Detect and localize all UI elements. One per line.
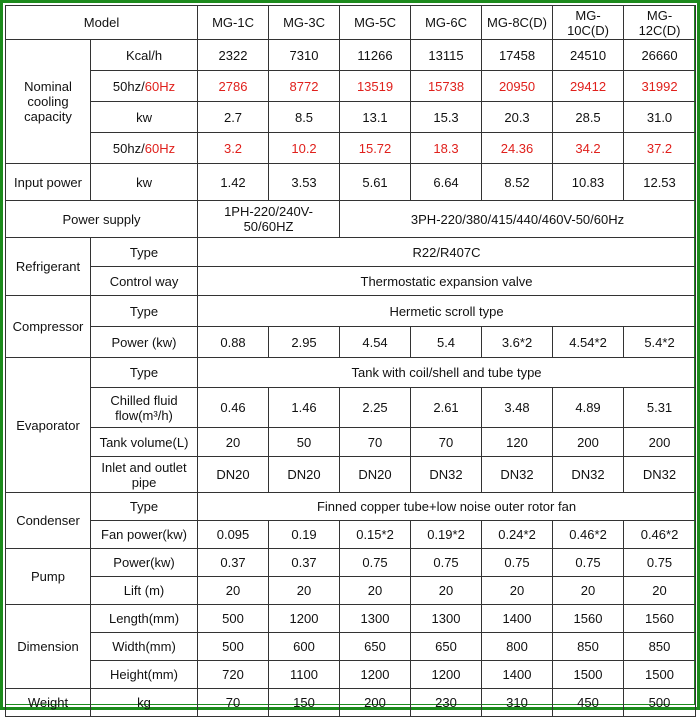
value-cell: 650 bbox=[411, 633, 482, 661]
value-cell: 20 bbox=[553, 577, 624, 605]
value-cell: 34.2 bbox=[553, 133, 624, 164]
value-cell: 1300 bbox=[411, 605, 482, 633]
value-cell: 5.4*2 bbox=[624, 327, 696, 358]
height-label: Height(mm) bbox=[91, 661, 198, 689]
tank-volume-label: Tank volume(L) bbox=[91, 428, 198, 457]
value-cell: 1500 bbox=[624, 661, 696, 689]
value-cell: 20 bbox=[624, 577, 696, 605]
value-cell: 0.75 bbox=[553, 549, 624, 577]
value-cell: 4.54*2 bbox=[553, 327, 624, 358]
value-cell: 15.3 bbox=[411, 102, 482, 133]
value-cell: 4.89 bbox=[553, 388, 624, 428]
value-cell: 13519 bbox=[340, 71, 411, 102]
value-cell: 0.46*2 bbox=[553, 521, 624, 549]
table-row bbox=[6, 457, 696, 493]
control-way-value: Thermostatic expansion valve bbox=[198, 267, 696, 296]
value-cell: DN32 bbox=[482, 457, 553, 493]
chilled-flow-label: Chilled fluid flow(m³/h) bbox=[91, 388, 198, 428]
value-cell: 0.46*2 bbox=[624, 521, 696, 549]
value-cell: 28.5 bbox=[553, 102, 624, 133]
value-cell: 0.37 bbox=[198, 549, 269, 577]
type-label: Type bbox=[91, 493, 198, 521]
table-row bbox=[6, 238, 696, 267]
value-cell: 200 bbox=[340, 689, 411, 717]
value-cell: 230 bbox=[411, 689, 482, 717]
table-row bbox=[6, 296, 696, 327]
model-name: MG-12C(D) bbox=[624, 6, 696, 40]
weight-label: Weight bbox=[6, 689, 91, 717]
condenser-type-value: Finned copper tube+low noise outer rotor fan bbox=[198, 493, 696, 521]
table-row bbox=[6, 358, 696, 388]
value-cell: 0.75 bbox=[482, 549, 553, 577]
value-cell: 20950 bbox=[482, 71, 553, 102]
table-row bbox=[6, 267, 696, 296]
value-cell: 0.37 bbox=[269, 549, 340, 577]
value-cell: 15.72 bbox=[340, 133, 411, 164]
value-cell: 31992 bbox=[624, 71, 696, 102]
table-row bbox=[6, 661, 696, 689]
value-cell: 310 bbox=[482, 689, 553, 717]
value-cell: 2322 bbox=[198, 40, 269, 71]
value-cell: 2.95 bbox=[269, 327, 340, 358]
model-name: MG-8C(D) bbox=[482, 6, 553, 40]
value-cell: 20 bbox=[340, 577, 411, 605]
value-cell: 20 bbox=[411, 577, 482, 605]
value-cell: 500 bbox=[198, 605, 269, 633]
value-cell: 5.61 bbox=[340, 164, 411, 201]
type-label: Type bbox=[91, 358, 198, 388]
value-cell: 2.61 bbox=[411, 388, 482, 428]
value-cell: 18.3 bbox=[411, 133, 482, 164]
spec-table bbox=[5, 5, 696, 717]
value-cell: 500 bbox=[198, 633, 269, 661]
value-cell: 10.83 bbox=[553, 164, 624, 201]
input-power-label: Input power bbox=[6, 164, 91, 201]
value-cell: 20 bbox=[198, 428, 269, 457]
refrigerant-type-value: R22/R407C bbox=[198, 238, 696, 267]
condenser-label: Condenser bbox=[6, 493, 91, 549]
value-cell: 2.25 bbox=[340, 388, 411, 428]
model-name: MG-1C bbox=[198, 6, 269, 40]
value-cell: 3.53 bbox=[269, 164, 340, 201]
refrigerant-label: Refrigerant bbox=[6, 238, 91, 296]
value-cell: 0.75 bbox=[340, 549, 411, 577]
value-cell: 17458 bbox=[482, 40, 553, 71]
value-cell: 2.7 bbox=[198, 102, 269, 133]
power-supply-label: Power supply bbox=[6, 201, 198, 238]
value-cell: 1.42 bbox=[198, 164, 269, 201]
value-cell: 850 bbox=[553, 633, 624, 661]
value-cell: 150 bbox=[269, 689, 340, 717]
value-cell: 200 bbox=[624, 428, 696, 457]
value-cell: 20 bbox=[269, 577, 340, 605]
length-label: Length(mm) bbox=[91, 605, 198, 633]
fan-power-label: Fan power(kw) bbox=[91, 521, 198, 549]
value-cell: 20 bbox=[198, 577, 269, 605]
value-cell: 24510 bbox=[553, 40, 624, 71]
value-cell: 11266 bbox=[340, 40, 411, 71]
value-cell: 31.0 bbox=[624, 102, 696, 133]
value-cell: 50 bbox=[269, 428, 340, 457]
value-cell: 0.095 bbox=[198, 521, 269, 549]
table-row bbox=[6, 633, 696, 661]
value-cell: 850 bbox=[624, 633, 696, 661]
table-row bbox=[6, 521, 696, 549]
value-cell: 1400 bbox=[482, 661, 553, 689]
value-cell: 6.64 bbox=[411, 164, 482, 201]
compressor-type-value: Hermetic scroll type bbox=[198, 296, 696, 327]
value-cell: 0.19*2 bbox=[411, 521, 482, 549]
value-cell: 1100 bbox=[269, 661, 340, 689]
value-cell: 8772 bbox=[269, 71, 340, 102]
compressor-label: Compressor bbox=[6, 296, 91, 358]
value-cell: 10.2 bbox=[269, 133, 340, 164]
value-cell: 2786 bbox=[198, 71, 269, 102]
table-row bbox=[6, 71, 696, 102]
value-cell: 5.4 bbox=[411, 327, 482, 358]
value-cell: 8.52 bbox=[482, 164, 553, 201]
pipe-label: Inlet and outlet pipe bbox=[91, 457, 198, 493]
value-cell: 1200 bbox=[269, 605, 340, 633]
pump-power-label: Power(kw) bbox=[91, 549, 198, 577]
model-label: Model bbox=[6, 6, 198, 40]
evaporator-type-value: Tank with coil/shell and tube type bbox=[198, 358, 696, 388]
value-cell: 200 bbox=[553, 428, 624, 457]
value-cell: 120 bbox=[482, 428, 553, 457]
value-cell: 70 bbox=[340, 428, 411, 457]
dimension-label: Dimension bbox=[6, 605, 91, 689]
model-name: MG-5C bbox=[340, 6, 411, 40]
single-phase-value: 1PH-220/240V-50/60HZ bbox=[198, 201, 340, 238]
table-row bbox=[6, 40, 696, 71]
value-cell: 800 bbox=[482, 633, 553, 661]
unit-cell: kw bbox=[91, 102, 198, 133]
value-cell: DN20 bbox=[340, 457, 411, 493]
value-cell: 1400 bbox=[482, 605, 553, 633]
value-cell: 0.75 bbox=[411, 549, 482, 577]
value-cell: 15738 bbox=[411, 71, 482, 102]
value-cell: 450 bbox=[553, 689, 624, 717]
value-cell: 20.3 bbox=[482, 102, 553, 133]
table-row bbox=[6, 577, 696, 605]
pump-label: Pump bbox=[6, 549, 91, 605]
unit-cell: kw bbox=[91, 164, 198, 201]
table-row bbox=[6, 133, 696, 164]
power-label: Power (kw) bbox=[91, 327, 198, 358]
value-cell: 70 bbox=[411, 428, 482, 457]
width-label: Width(mm) bbox=[91, 633, 198, 661]
value-cell: 3.2 bbox=[198, 133, 269, 164]
value-cell: 0.15*2 bbox=[340, 521, 411, 549]
value-cell: 0.19 bbox=[269, 521, 340, 549]
value-cell: 720 bbox=[198, 661, 269, 689]
value-cell: 13115 bbox=[411, 40, 482, 71]
table-row bbox=[6, 388, 696, 428]
value-cell: 1560 bbox=[624, 605, 696, 633]
value-cell: 1560 bbox=[553, 605, 624, 633]
table-row bbox=[6, 327, 696, 358]
value-cell: 3.6*2 bbox=[482, 327, 553, 358]
value-cell: 29412 bbox=[553, 71, 624, 102]
table-row bbox=[6, 493, 696, 521]
table-row bbox=[6, 201, 696, 238]
value-cell: 1200 bbox=[340, 661, 411, 689]
value-cell: 12.53 bbox=[624, 164, 696, 201]
nominal-cooling-label: Nominal cooling capacity bbox=[6, 40, 91, 164]
value-cell: 4.54 bbox=[340, 327, 411, 358]
value-cell: 24.36 bbox=[482, 133, 553, 164]
evaporator-label: Evaporator bbox=[6, 358, 91, 493]
value-cell: DN20 bbox=[198, 457, 269, 493]
model-name: MG-3C bbox=[269, 6, 340, 40]
value-cell: 1.46 bbox=[269, 388, 340, 428]
value-cell: 650 bbox=[340, 633, 411, 661]
value-cell: DN20 bbox=[269, 457, 340, 493]
value-cell: 0.46 bbox=[198, 388, 269, 428]
three-phase-value: 3PH-220/380/415/440/460V-50/60Hz bbox=[340, 201, 696, 238]
value-cell: 0.88 bbox=[198, 327, 269, 358]
value-cell: 7310 bbox=[269, 40, 340, 71]
value-cell: 26660 bbox=[624, 40, 696, 71]
type-label: Type bbox=[91, 238, 198, 267]
value-cell: 600 bbox=[269, 633, 340, 661]
table-row bbox=[6, 689, 696, 717]
value-cell: 1500 bbox=[553, 661, 624, 689]
value-cell: 0.24*2 bbox=[482, 521, 553, 549]
value-cell: 13.1 bbox=[340, 102, 411, 133]
model-name: MG-10C(D) bbox=[553, 6, 624, 40]
value-cell: 37.2 bbox=[624, 133, 696, 164]
table-row bbox=[6, 102, 696, 133]
value-cell: DN32 bbox=[624, 457, 696, 493]
control-way-label: Control way bbox=[91, 267, 198, 296]
value-cell: 3.48 bbox=[482, 388, 553, 428]
value-cell: 20 bbox=[482, 577, 553, 605]
value-cell: 70 bbox=[198, 689, 269, 717]
type-label: Type bbox=[91, 296, 198, 327]
unit-cell: Kcal/h bbox=[91, 40, 198, 71]
value-cell: 0.75 bbox=[624, 549, 696, 577]
value-cell: DN32 bbox=[553, 457, 624, 493]
value-cell: 8.5 bbox=[269, 102, 340, 133]
unit-cell: kg bbox=[91, 689, 198, 717]
unit-cell: 50hz/60Hz bbox=[91, 71, 198, 102]
value-cell: DN32 bbox=[411, 457, 482, 493]
lift-label: Lift (m) bbox=[91, 577, 198, 605]
value-cell: 5.31 bbox=[624, 388, 696, 428]
table-row bbox=[6, 164, 696, 201]
table-row bbox=[6, 428, 696, 457]
table-row bbox=[6, 605, 696, 633]
header-row bbox=[6, 6, 696, 40]
unit-cell: 50hz/60Hz bbox=[91, 133, 198, 164]
model-name: MG-6C bbox=[411, 6, 482, 40]
value-cell: 1200 bbox=[411, 661, 482, 689]
value-cell: 1300 bbox=[340, 605, 411, 633]
table-row bbox=[6, 549, 696, 577]
value-cell: 500 bbox=[624, 689, 696, 717]
